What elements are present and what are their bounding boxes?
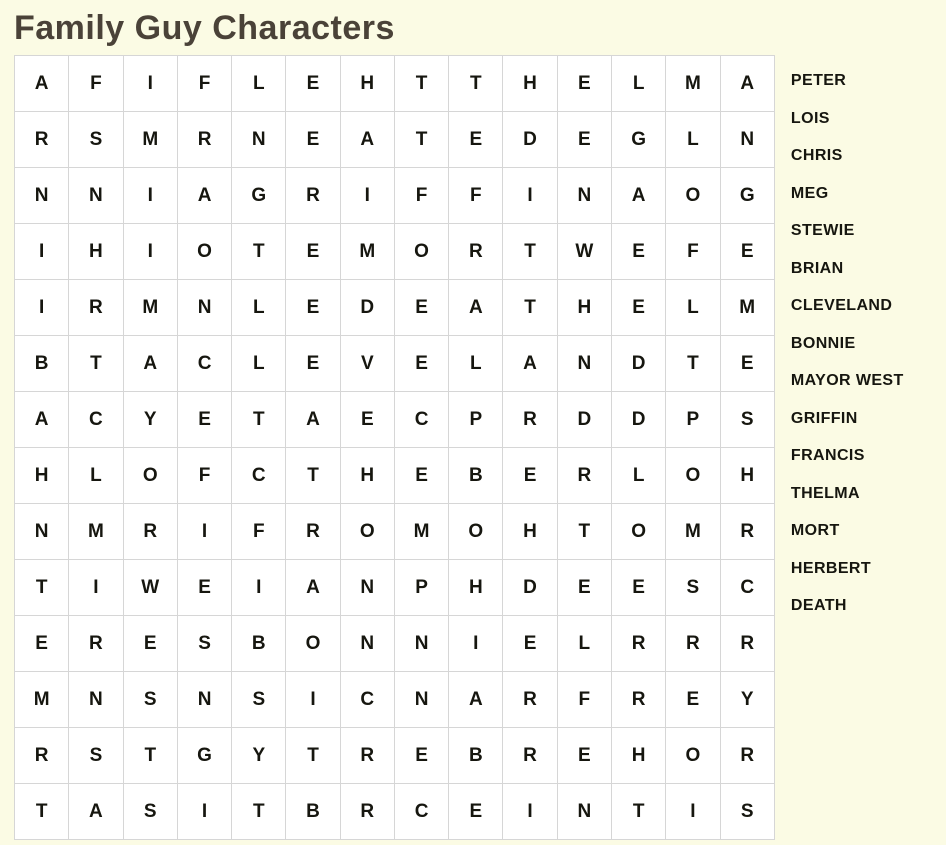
grid-cell[interactable]: I [340, 168, 394, 224]
grid-cell[interactable]: M [123, 112, 177, 168]
grid-cell[interactable]: E [394, 280, 448, 336]
grid-cell[interactable]: D [503, 560, 557, 616]
grid-cell[interactable]: T [612, 784, 666, 840]
grid-cell[interactable]: S [666, 560, 720, 616]
grid-cell[interactable]: G [177, 728, 231, 784]
grid-cell[interactable]: B [15, 336, 69, 392]
grid-cell[interactable]: N [340, 560, 394, 616]
grid-cell[interactable]: Y [720, 672, 774, 728]
word-list-item[interactable]: BRIAN [790, 259, 844, 277]
grid-cell[interactable]: O [177, 224, 231, 280]
puzzle-content [0, 55, 946, 840]
grid-cell[interactable]: O [123, 448, 177, 504]
grid-row [15, 56, 775, 112]
grid-cell[interactable]: O [612, 504, 666, 560]
word-list-item[interactable]: GRIFFIN [790, 409, 858, 427]
grid-cell[interactable]: E [286, 56, 340, 112]
grid-cell[interactable]: T [503, 280, 557, 336]
grid-cell[interactable]: N [557, 784, 611, 840]
grid-cell[interactable]: S [232, 672, 286, 728]
grid-cell[interactable]: O [286, 616, 340, 672]
grid-cell[interactable]: C [394, 392, 448, 448]
grid-cell[interactable]: E [612, 560, 666, 616]
grid-cell[interactable]: F [177, 56, 231, 112]
grid-cell[interactable]: C [340, 672, 394, 728]
grid-cell[interactable]: H [449, 560, 503, 616]
grid-cell[interactable]: E [177, 392, 231, 448]
grid-cell[interactable]: P [666, 392, 720, 448]
grid-row [15, 168, 775, 224]
grid-cell[interactable]: S [177, 616, 231, 672]
word-list-item[interactable]: CLEVELAND [790, 297, 893, 315]
grid-cell[interactable]: R [286, 504, 340, 560]
grid-cell[interactable]: I [503, 168, 557, 224]
grid-cell[interactable]: T [15, 784, 69, 840]
grid-cell[interactable]: R [15, 112, 69, 168]
grid-cell[interactable]: R [123, 504, 177, 560]
grid-cell[interactable]: R [720, 728, 774, 784]
grid-cell[interactable]: M [666, 504, 720, 560]
grid-cell[interactable]: E [123, 616, 177, 672]
grid-cell[interactable]: T [666, 336, 720, 392]
grid-cell[interactable]: M [123, 280, 177, 336]
grid-cell[interactable]: P [449, 392, 503, 448]
grid-cell[interactable]: L [449, 336, 503, 392]
grid-cell[interactable]: E [557, 112, 611, 168]
grid-cell[interactable]: E [503, 448, 557, 504]
grid-cell[interactable]: T [232, 224, 286, 280]
grid-cell[interactable]: N [69, 168, 123, 224]
grid-cell[interactable]: R [177, 112, 231, 168]
grid-cell[interactable]: T [69, 336, 123, 392]
grid-cell[interactable]: S [720, 784, 774, 840]
word-search-grid [14, 55, 775, 840]
grid-cell[interactable]: T [449, 56, 503, 112]
grid-cell[interactable]: E [612, 224, 666, 280]
grid-cell[interactable]: I [449, 616, 503, 672]
grid-cell[interactable]: R [340, 728, 394, 784]
grid-cell[interactable]: A [612, 168, 666, 224]
grid-cell[interactable]: T [557, 504, 611, 560]
grid-cell[interactable]: E [720, 224, 774, 280]
word-list-item[interactable]: HERBERT [790, 559, 872, 577]
grid-cell[interactable]: P [394, 560, 448, 616]
grid-row [15, 280, 775, 336]
grid-cell[interactable]: N [232, 112, 286, 168]
grid-cell[interactable]: R [503, 728, 557, 784]
grid-cell[interactable]: B [449, 448, 503, 504]
grid-cell[interactable]: N [15, 504, 69, 560]
grid-cell[interactable]: E [720, 336, 774, 392]
grid-cell[interactable]: E [394, 336, 448, 392]
grid-cell[interactable]: C [232, 448, 286, 504]
grid-cell[interactable]: H [557, 280, 611, 336]
grid-cell[interactable]: E [612, 280, 666, 336]
grid-cell[interactable]: C [69, 392, 123, 448]
grid-cell[interactable]: S [123, 672, 177, 728]
grid-cell[interactable]: F [449, 168, 503, 224]
grid-cell[interactable]: G [612, 112, 666, 168]
grid-cell[interactable]: N [177, 280, 231, 336]
grid-cell[interactable]: O [449, 504, 503, 560]
grid-cell[interactable]: R [69, 280, 123, 336]
grid-cell[interactable]: D [612, 336, 666, 392]
grid-cell[interactable]: I [666, 784, 720, 840]
grid-cell[interactable]: E [15, 616, 69, 672]
grid-cell[interactable]: B [232, 616, 286, 672]
grid-cell[interactable]: M [340, 224, 394, 280]
grid-cell[interactable]: F [557, 672, 611, 728]
grid-cell[interactable]: D [612, 392, 666, 448]
grid-cell[interactable]: F [69, 56, 123, 112]
grid-cell[interactable]: S [720, 392, 774, 448]
grid-cell[interactable]: E [286, 112, 340, 168]
grid-cell[interactable]: R [503, 392, 557, 448]
grid-row [15, 112, 775, 168]
grid-cell[interactable]: H [15, 448, 69, 504]
grid-cell[interactable]: T [232, 392, 286, 448]
grid-cell[interactable]: C [394, 784, 448, 840]
grid-cell[interactable]: N [340, 616, 394, 672]
grid-cell[interactable]: I [286, 672, 340, 728]
grid-cell[interactable]: N [394, 672, 448, 728]
grid-cell[interactable]: T [123, 728, 177, 784]
grid-row [15, 504, 775, 560]
grid-cell[interactable]: E [557, 728, 611, 784]
grid-cell[interactable]: R [612, 616, 666, 672]
page-title: Family Guy Characters [14, 9, 395, 47]
grid-cell[interactable]: R [340, 784, 394, 840]
grid-cell[interactable]: E [503, 616, 557, 672]
grid-cell[interactable]: O [340, 504, 394, 560]
word-list-item[interactable]: THELMA [790, 484, 860, 502]
grid-cell[interactable]: L [232, 336, 286, 392]
word-list-item[interactable]: MEG [790, 184, 829, 202]
grid-cell[interactable]: H [503, 56, 557, 112]
grid-cell[interactable]: R [286, 168, 340, 224]
grid-cell[interactable]: H [69, 224, 123, 280]
grid-cell[interactable]: A [449, 280, 503, 336]
grid-row [15, 392, 775, 448]
grid-cell[interactable]: N [15, 168, 69, 224]
grid-cell[interactable]: L [557, 616, 611, 672]
grid-cell[interactable]: I [15, 224, 69, 280]
grid-cell[interactable]: R [449, 224, 503, 280]
grid-cell[interactable]: W [123, 560, 177, 616]
grid-cell[interactable]: H [612, 728, 666, 784]
word-list-item[interactable]: MAYOR WEST [790, 372, 904, 390]
grid-cell[interactable]: Y [232, 728, 286, 784]
grid-cell[interactable]: E [394, 728, 448, 784]
grid-cell[interactable]: F [394, 168, 448, 224]
grid-cell[interactable]: S [69, 728, 123, 784]
grid-cell[interactable]: I [123, 168, 177, 224]
grid-cell[interactable]: H [503, 504, 557, 560]
grid-cell[interactable]: R [666, 616, 720, 672]
grid-cell[interactable]: M [15, 672, 69, 728]
word-list [791, 55, 946, 614]
grid-cell[interactable]: L [612, 56, 666, 112]
grid-cell[interactable]: E [666, 672, 720, 728]
grid-cell[interactable]: I [123, 56, 177, 112]
grid-cell[interactable]: N [557, 168, 611, 224]
grid-cell[interactable]: N [720, 112, 774, 168]
word-list-item[interactable]: PETER [790, 72, 847, 90]
grid-cell[interactable]: O [666, 168, 720, 224]
grid-cell[interactable]: R [69, 616, 123, 672]
grid-cell[interactable]: T [503, 224, 557, 280]
grid-row [15, 672, 775, 728]
grid-row [15, 336, 775, 392]
grid-cell[interactable]: A [449, 672, 503, 728]
word-list-item[interactable]: BONNIE [790, 334, 856, 352]
grid-cell[interactable]: I [123, 224, 177, 280]
grid-row [15, 560, 775, 616]
grid-cell[interactable]: A [177, 168, 231, 224]
grid-cell[interactable]: T [232, 784, 286, 840]
grid-cell[interactable]: L [232, 56, 286, 112]
grid-cell[interactable]: T [394, 56, 448, 112]
grid-cell[interactable]: W [557, 224, 611, 280]
grid-cell[interactable]: C [720, 560, 774, 616]
grid-row [15, 616, 775, 672]
grid-cell[interactable]: V [340, 336, 394, 392]
grid-cell[interactable]: M [720, 280, 774, 336]
grid-cell[interactable]: B [449, 728, 503, 784]
grid-cell[interactable]: N [69, 672, 123, 728]
grid-cell[interactable]: A [123, 336, 177, 392]
grid-cell[interactable]: E [394, 448, 448, 504]
grid-body [15, 56, 775, 840]
grid-cell[interactable]: F [666, 224, 720, 280]
grid-cell[interactable]: R [720, 616, 774, 672]
grid-cell[interactable]: I [177, 784, 231, 840]
word-list-item[interactable]: FRANCIS [790, 447, 865, 465]
grid-cell[interactable]: R [557, 448, 611, 504]
grid-row [15, 728, 775, 784]
grid-cell[interactable]: L [666, 280, 720, 336]
grid-cell[interactable]: E [449, 784, 503, 840]
grid-cell[interactable]: T [15, 560, 69, 616]
grid-cell[interactable]: G [232, 168, 286, 224]
grid-cell[interactable]: G [720, 168, 774, 224]
grid-cell[interactable]: I [15, 280, 69, 336]
grid-cell[interactable]: A [503, 336, 557, 392]
grid-cell[interactable]: E [340, 392, 394, 448]
grid-cell[interactable]: F [232, 504, 286, 560]
grid-cell[interactable]: M [69, 504, 123, 560]
grid-row [15, 784, 775, 840]
grid-row [15, 224, 775, 280]
grid-cell[interactable]: A [286, 392, 340, 448]
grid-cell[interactable]: D [557, 392, 611, 448]
grid-cell[interactable]: M [394, 504, 448, 560]
grid-cell[interactable]: E [557, 56, 611, 112]
grid-cell[interactable]: E [557, 560, 611, 616]
word-list-item[interactable]: LOIS [790, 109, 830, 127]
grid-cell[interactable]: D [503, 112, 557, 168]
grid-cell[interactable]: A [720, 56, 774, 112]
grid-cell[interactable]: C [177, 336, 231, 392]
grid-cell[interactable]: D [340, 280, 394, 336]
grid-cell[interactable]: L [232, 280, 286, 336]
grid-cell[interactable]: N [557, 336, 611, 392]
word-list-item[interactable]: MORT [790, 522, 840, 540]
word-list-item[interactable]: STEWIE [790, 222, 855, 240]
grid-cell[interactable]: R [720, 504, 774, 560]
grid-cell[interactable]: M [666, 56, 720, 112]
grid-cell[interactable]: B [286, 784, 340, 840]
grid-cell[interactable]: T [286, 448, 340, 504]
grid-cell[interactable]: N [394, 616, 448, 672]
grid-cell[interactable]: R [612, 672, 666, 728]
grid-cell[interactable]: E [286, 336, 340, 392]
grid-cell[interactable]: R [503, 672, 557, 728]
grid-cell[interactable]: T [286, 728, 340, 784]
grid-cell[interactable]: A [69, 784, 123, 840]
grid-cell[interactable]: H [720, 448, 774, 504]
grid-cell[interactable]: I [177, 504, 231, 560]
grid-cell[interactable]: H [340, 56, 394, 112]
grid-cell[interactable]: N [177, 672, 231, 728]
word-list-item[interactable]: DEATH [790, 597, 847, 615]
grid-cell[interactable]: L [612, 448, 666, 504]
grid-cell[interactable]: A [286, 560, 340, 616]
grid-cell[interactable]: I [69, 560, 123, 616]
grid-cell[interactable]: H [340, 448, 394, 504]
grid-cell[interactable]: L [666, 112, 720, 168]
grid-cell[interactable]: E [286, 224, 340, 280]
grid-cell[interactable]: L [69, 448, 123, 504]
grid-cell[interactable]: S [69, 112, 123, 168]
grid-cell[interactable]: A [340, 112, 394, 168]
grid-cell[interactable]: R [15, 728, 69, 784]
grid-cell[interactable]: E [177, 560, 231, 616]
grid-cell[interactable]: I [232, 560, 286, 616]
grid-cell[interactable]: S [123, 784, 177, 840]
grid-cell[interactable]: F [177, 448, 231, 504]
grid-cell[interactable]: E [286, 280, 340, 336]
grid-cell[interactable]: O [666, 728, 720, 784]
grid-cell[interactable]: A [15, 56, 69, 112]
word-list-item[interactable]: CHRIS [790, 147, 843, 165]
grid-cell[interactable]: A [15, 392, 69, 448]
grid-row [15, 448, 775, 504]
grid-cell[interactable]: Y [123, 392, 177, 448]
grid-cell[interactable]: I [503, 784, 557, 840]
grid-cell[interactable]: T [394, 112, 448, 168]
grid-cell[interactable]: O [666, 448, 720, 504]
grid-cell[interactable]: O [394, 224, 448, 280]
grid-cell[interactable]: E [449, 112, 503, 168]
